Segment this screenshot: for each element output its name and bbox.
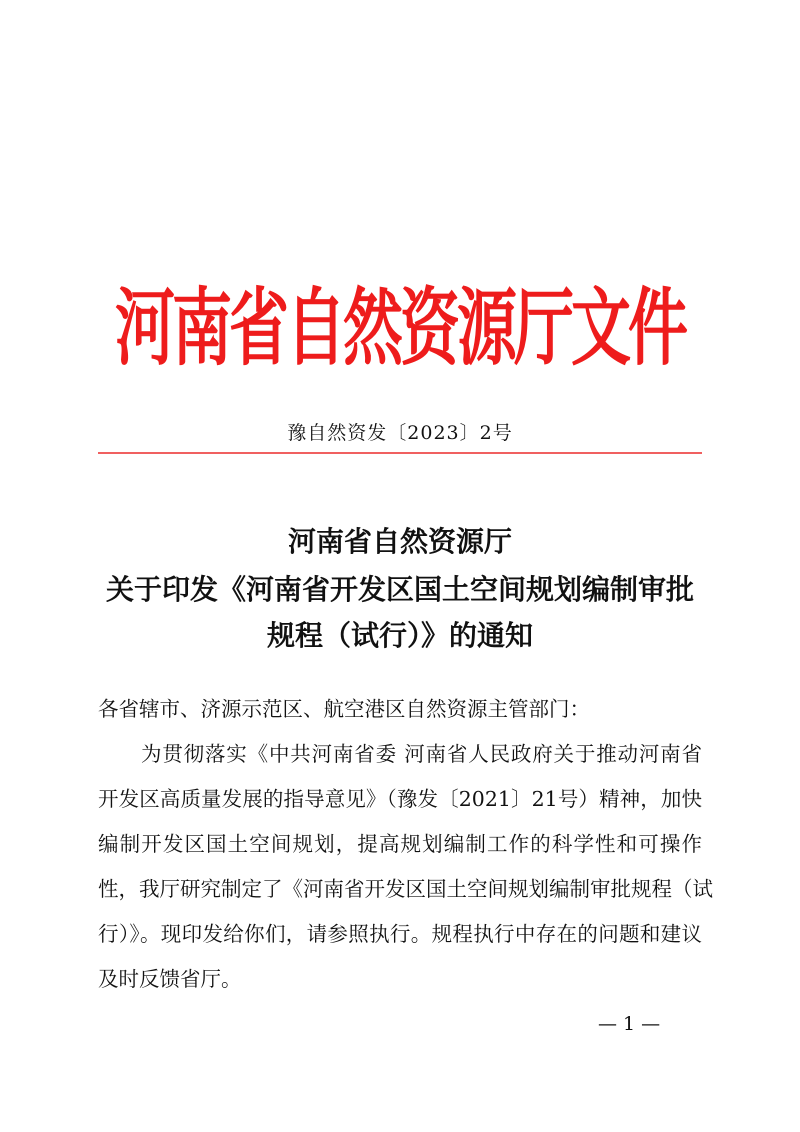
title-line-1: 河南省自然资源厅 [287,525,512,558]
body-line: 编制开发区国土空间规划，提高规划编制工作的科学性和可操作 [98,832,702,856]
red-divider [98,452,702,454]
body-line: 为贯彻落实《中共河南省委 河南省人民政府关于推动河南省 [141,742,702,766]
body-line: 行）》。现印发给你们，请参照执行。规程执行中存在的问题和建议 [98,922,702,946]
document-number: 豫自然资发〔2023〕2号 [287,422,513,444]
body-line: 及时反馈省厅。 [98,967,242,991]
title-line-3: 规程（试行）》的通知 [266,619,533,652]
page-number: — 1 — [598,1013,661,1035]
title-line-2: 关于印发《河南省开发区国土空间规划编制审批 [105,573,694,606]
body-line: 开发区高质量发展的指导意见》（豫发〔2021〕21号）精神，加快 [98,787,702,811]
document-masthead: 河南省自然资源厅文件 [115,280,685,379]
body-line: 性，我厅研究制定了《河南省开发区国土空间规划编制审批规程（试 [98,877,713,901]
salutation: 各省辖市、济源示范区、航空港区自然资源主管部门： [98,697,590,721]
